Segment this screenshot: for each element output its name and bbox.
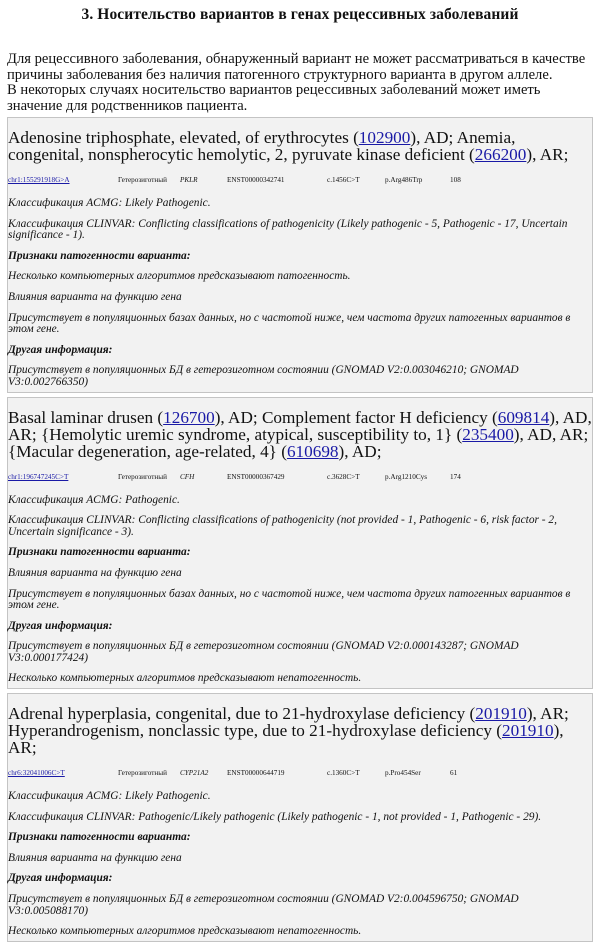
zygosity: Гетерозиготный — [118, 472, 167, 481]
variant-score-cell — [450, 168, 588, 190]
variant-details — [8, 495, 592, 689]
acmg-classification: Классификация ACMG: Pathogenic. — [8, 493, 180, 506]
pathogenicity-sign: Несколько компьютерных алгоритмов предсказывают патогенность. — [8, 270, 351, 283]
gene-name-cell — [180, 761, 225, 783]
pathogenicity-sign: Присутствует в популяционных базах данных, но с частотой ниже, чем частота других патогенных вариантов в этом гене. — [8, 587, 571, 612]
other-info-item: Присутствует в популяционных БД в гетерозиготном состоянии (GNOMAD V2:0.000143287; GNOMAD V3:0.000177424) — [8, 640, 519, 664]
variant-score-cell — [450, 465, 588, 487]
gene-name-cell — [180, 465, 225, 487]
protein-change-cell — [385, 761, 448, 783]
intro-paragraph-1: Для рецессивного заболевания, обнаруженный вариант не может рассматриваться в качестве причины заболевания без наличия патогенного структурного варианта в другом аллеле. — [7, 51, 586, 83]
variant-score: 61 — [450, 769, 458, 778]
variant-score: 108 — [450, 176, 461, 184]
variant-details — [8, 791, 592, 941]
variant-section — [7, 397, 593, 690]
variant-row — [8, 168, 588, 190]
transcript-id: ENST00000367429 — [227, 472, 285, 481]
transcript-id: ENST00000342741 — [227, 176, 285, 184]
variant-position-cell — [8, 465, 116, 487]
variant-position-cell — [8, 761, 116, 783]
protein-change: p.Arg486Trp — [385, 176, 423, 184]
variant-position-link[interactable]: chr1:155291918G>A — [8, 176, 70, 184]
acmg-classification: Классификация ACMG: Likely Pathogenic. — [8, 197, 211, 209]
intro-text — [7, 52, 593, 114]
omim-link[interactable]: 126700 — [163, 407, 215, 427]
omim-link[interactable]: 102900 — [358, 128, 411, 147]
variant-table — [6, 166, 590, 192]
cdna-change-cell — [327, 168, 383, 190]
disease-title: Adrenal hyperplasia, congenital, due to 21-hydroxylase deficiency (201910), AR; Hyperandrogenism, nonclassic type, due to 21-hydroxylase deficiency (201910), AR; — [8, 704, 569, 758]
other-info-label: Другая информация: — [8, 619, 113, 632]
transcript-id-cell — [227, 168, 325, 190]
clinvar-classification: Классификация CLINVAR: Pathogenic/Likely pathogenic (Likely pathogenic - 1, not provided - 1, Pathogenic - 29). — [8, 810, 542, 823]
omim-link[interactable]: 235400 — [462, 424, 514, 444]
gene-name: PKLR — [180, 176, 198, 184]
zygosity-cell — [118, 465, 178, 487]
other-info-label: Другая информация: — [8, 343, 113, 356]
gene-name: CYP21A2 — [180, 769, 209, 778]
report-page — [0, 6, 600, 942]
clinvar-classification: Классификация CLINVAR: Conflicting classifications of pathogenicity (Likely pathogenic - 5, Pathogenic - 17, Uncertain significance - 1). — [8, 217, 568, 242]
variant-table — [6, 759, 590, 785]
disease-title: Adenosine triphosphate, elevated, of erythrocytes (102900), AD; Anemia, congenital, nonspherocytic hemolytic, 2, pyruvate kinase deficient (266200), AR; — [8, 128, 569, 164]
zygosity-cell — [118, 761, 178, 783]
acmg-classification: Классификация ACMG: Likely Pathogenic. — [8, 790, 211, 803]
cdna-change: c.1360C>T — [327, 769, 360, 778]
other-info-item: Несколько компьютерных алгоритмов предсказывают непатогенность. — [8, 925, 362, 938]
variant-section — [7, 117, 593, 393]
protein-change: p.Arg1210Cys — [385, 472, 427, 481]
protein-change: p.Pro454Ser — [385, 769, 421, 778]
clinvar-classification: Классификация CLINVAR: Conflicting classifications of pathogenicity (not provided - 1, Pathogenic - 6, risk factor - 2, Uncertain significance - 3). — [8, 514, 557, 538]
transcript-id-cell — [227, 761, 325, 783]
variant-sections — [7, 117, 593, 942]
protein-change-cell — [385, 168, 448, 190]
gene-name-cell — [180, 168, 225, 190]
zygosity: Гетерозиготный — [118, 176, 167, 184]
transcript-id: ENST00000644719 — [227, 769, 285, 778]
variant-row — [8, 761, 588, 783]
cdna-change-cell — [327, 465, 383, 487]
zygosity-cell — [118, 168, 178, 190]
variant-score: 174 — [450, 472, 461, 481]
pathogenicity-sign: Влияния варианта на функцию гена — [8, 290, 182, 303]
variant-position-link[interactable]: chr1:196747245C>T — [8, 472, 69, 481]
disease-title: Basal laminar drusen (126700), AD; Complement factor H deficiency (609814), AD, AR; {Hemolytic uremic syndrome, atypical, susceptibility to, 1} (235400), AD, AR; {Macular degeneration, age-related, 4} (610698), AD; — [8, 407, 592, 461]
pathogenicity-signs-label: Признаки патогенности варианта: — [8, 831, 191, 844]
cdna-change: c.3628C>T — [327, 472, 360, 481]
zygosity: Гетерозиготный — [118, 769, 167, 778]
pathogenicity-signs-label: Признаки патогенности варианта: — [8, 546, 191, 559]
omim-link[interactable]: 201910 — [502, 721, 554, 741]
other-info-item: Присутствует в популяционных БД в гетерозиготном состоянии (GNOMAD V2:0.003046210; GNOMAD V3:0.002766350) — [8, 364, 519, 388]
variant-position-cell — [8, 168, 116, 190]
other-info-label: Другая информация: — [8, 872, 113, 885]
variant-table — [6, 463, 590, 489]
section-heading: 3. Носительство вариантов в генах рецессивных заболеваний — [81, 6, 519, 23]
intro-paragraph-2: В некоторых случаях носительство вариантов рецессивных заболеваний может иметь значение для родственников пациента. — [7, 82, 541, 114]
omim-link[interactable]: 610698 — [286, 441, 339, 461]
gene-name: CFH — [180, 472, 195, 481]
pathogenicity-signs-label: Признаки патогенности варианта: — [8, 249, 191, 262]
variant-position-link[interactable]: chr6:32041006C>T — [8, 769, 65, 778]
pathogenicity-sign: Присутствует в популяционных базах данных, но с частотой ниже, чем частота других патогенных вариантов в этом гене. — [8, 311, 571, 336]
variant-details — [8, 198, 592, 392]
omim-link[interactable]: 266200 — [474, 145, 527, 164]
cdna-change-cell — [327, 761, 383, 783]
variant-score-cell — [450, 761, 588, 783]
other-info-item: Присутствует в популяционных БД в гетерозиготном состоянии (GNOMAD V2:0.004596750; GNOMAD V3:0.005088170) — [8, 893, 519, 917]
pathogenicity-sign: Влияния варианта на функцию гена — [8, 851, 182, 864]
protein-change-cell — [385, 465, 448, 487]
cdna-change: c.1456C>T — [327, 176, 360, 184]
omim-link[interactable]: 201910 — [475, 704, 527, 724]
other-info-item: Несколько компьютерных алгоритмов предсказывают непатогенность. — [8, 672, 362, 685]
transcript-id-cell — [227, 465, 325, 487]
omim-link[interactable]: 609814 — [497, 407, 550, 427]
pathogenicity-sign: Влияния варианта на функцию гена — [8, 566, 182, 579]
variant-section — [7, 693, 593, 942]
variant-row — [8, 465, 588, 487]
